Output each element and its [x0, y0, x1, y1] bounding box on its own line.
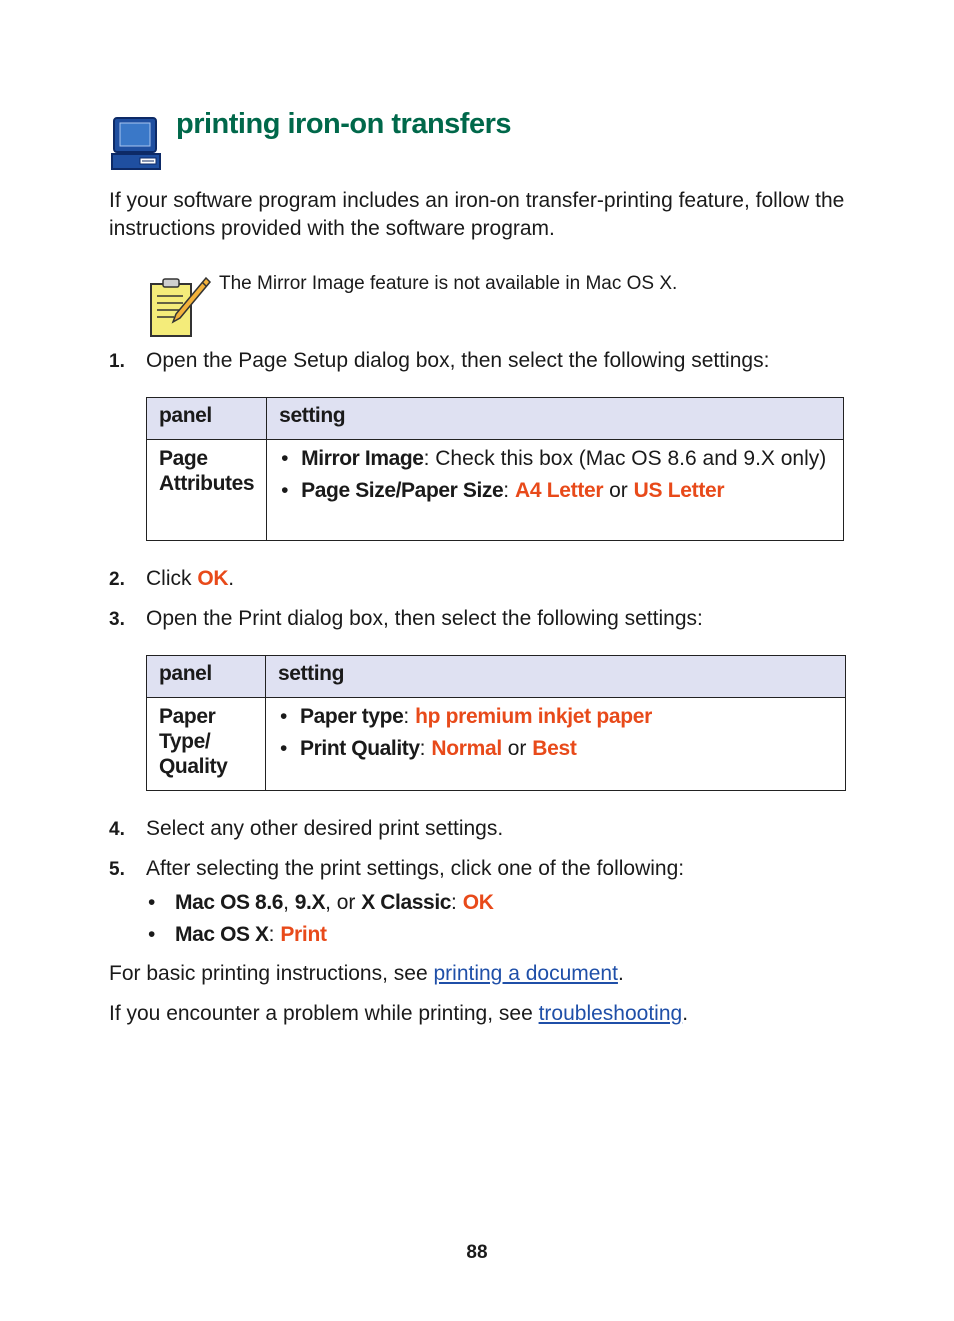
step-1: [109, 349, 769, 373]
step-number: 4.: [109, 819, 125, 840]
or-text: , or: [325, 891, 362, 914]
page-title: printing iron-on transfers: [176, 108, 511, 140]
setting-label: Page Size/Paper Size: [301, 479, 504, 502]
table-header-row: [147, 656, 846, 698]
setting-label: Mirror Image: [301, 447, 424, 470]
os-name: X Classic: [361, 891, 452, 914]
step-5: [109, 857, 684, 881]
table-header-row: [147, 398, 844, 440]
setting-value-paper: hp premium inkjet paper: [415, 705, 653, 728]
column-header-setting: setting: [267, 398, 844, 440]
setting-value-normal: Normal: [431, 737, 502, 760]
period: .: [617, 962, 624, 985]
separator: :: [268, 923, 281, 946]
step-number: 3.: [109, 609, 125, 630]
step-number: 2.: [109, 569, 125, 590]
setting-item-mirror-image: [279, 446, 831, 472]
setting-value-best: Best: [532, 737, 577, 760]
notepad-pencil-icon: [146, 274, 212, 340]
print-button-label: Print: [280, 923, 327, 946]
step-number: 5.: [109, 859, 125, 880]
setting-item-print-quality: [278, 736, 833, 762]
page-setup-settings-table: [146, 397, 844, 541]
page-number: 88: [466, 1242, 488, 1263]
or-text: or: [603, 479, 634, 502]
comma: ,: [283, 891, 295, 914]
computer-monitor-icon: [110, 116, 164, 172]
ok-button-label: OK: [462, 891, 494, 914]
setting-cell: [266, 698, 846, 791]
setting-label: Paper type: [300, 705, 404, 728]
line-text: For basic printing instructions, see: [109, 962, 434, 985]
column-header-setting: setting: [266, 656, 846, 698]
substep-mac-os-x: • Mac OS X: Print: [148, 923, 327, 946]
panel-cell: Page Attributes: [147, 440, 267, 541]
print-settings-table: [146, 655, 846, 791]
os-name: Mac OS 8.6: [175, 891, 284, 914]
step-3: [109, 607, 703, 631]
separator: :: [419, 737, 432, 760]
setting-item-paper-type: [278, 704, 833, 730]
troubleshooting-line: [109, 1002, 688, 1026]
setting-cell: [267, 440, 844, 541]
setting-description: : Check this box (Mac OS 8.6 and 9.X only): [423, 447, 827, 470]
step-2: [109, 567, 234, 591]
setting-value-us-letter: US Letter: [633, 479, 725, 502]
intro-paragraph: If your software program includes an iron-on transfer-printing feature, follow the instructions provided with the software program.: [109, 189, 845, 240]
note-text: The Mirror Image feature is not available in Mac OS X.: [219, 273, 678, 294]
column-header-panel: panel: [147, 656, 266, 698]
table-row: [147, 698, 846, 791]
ok-button-label: OK: [197, 567, 229, 590]
step-text: Open the Print dialog box, then select the following settings:: [146, 607, 703, 630]
separator: :: [451, 891, 463, 914]
setting-label: Print Quality: [300, 737, 420, 760]
line-text: If you encounter a problem while printing, see: [109, 1002, 539, 1025]
step-text: Click: [146, 567, 198, 590]
step-text: Select any other desired print settings.: [146, 817, 504, 840]
panel-cell: Paper Type/ Quality: [147, 698, 266, 791]
separator: :: [503, 479, 515, 502]
os-name: Mac OS X: [175, 923, 269, 946]
setting-item-page-size: [279, 478, 831, 504]
basic-printing-line: [109, 962, 624, 986]
substep-mac-os-classic: • Mac OS 8.6, 9.X, or X Classic: OK: [148, 891, 494, 914]
separator: :: [403, 705, 416, 728]
os-name: 9.X: [294, 891, 326, 914]
column-header-panel: panel: [147, 398, 267, 440]
step-text: Open the Page Setup dialog box, then select the following settings:: [146, 349, 770, 372]
step-4: [109, 817, 503, 841]
step-number: 1.: [109, 351, 125, 372]
troubleshooting-link[interactable]: troubleshooting: [538, 1002, 683, 1025]
table-row: [147, 440, 844, 541]
or-text: or: [501, 737, 533, 760]
setting-value-a4-letter: A4 Letter: [514, 479, 604, 502]
step-text: After selecting the print settings, click one of the following:: [146, 857, 685, 880]
printing-a-document-link[interactable]: printing a document: [433, 962, 618, 985]
period: .: [228, 567, 235, 590]
period: .: [682, 1002, 689, 1025]
